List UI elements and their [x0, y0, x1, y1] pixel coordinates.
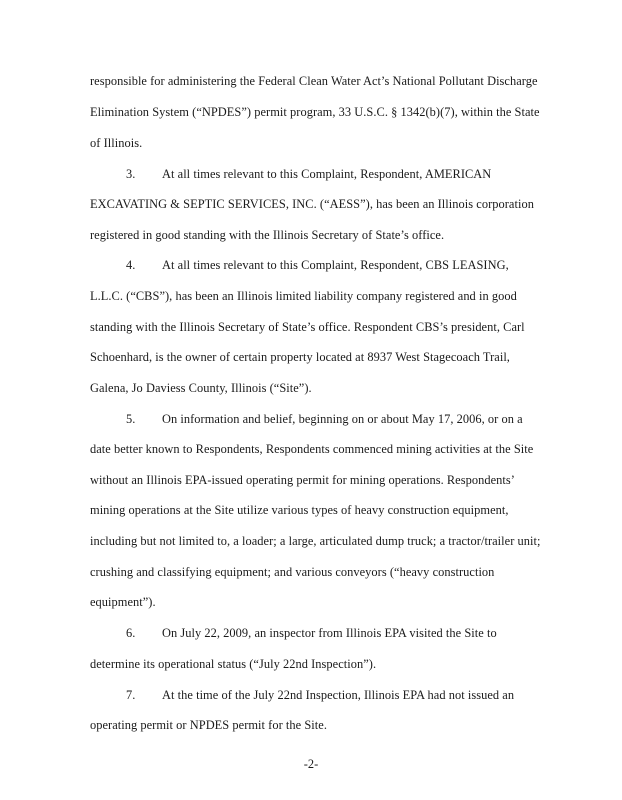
text-line: standing with the Illinois Secretary of State’s office. Respondent CBS’s president, Carl [90, 320, 525, 334]
text-line: including but not limited to, a loader; a large, articulated dump truck; a tractor/trailer unit; [90, 534, 541, 548]
text-line: Schoenhard, is the owner of certain property located at 8937 West Stagecoach Trail, [90, 350, 510, 364]
paragraph-number: 3. [126, 167, 136, 181]
text-line: mining operations at the Site utilize various types of heavy construction equipment, [90, 503, 509, 517]
paragraph-number: 4. [126, 258, 136, 272]
text-line: Galena, Jo Daviess County, Illinois (“Site”). [90, 381, 312, 395]
text-line: L.L.C. (“CBS”), has been an Illinois limited liability company registered and in good [90, 289, 517, 303]
text-line: operating permit or NPDES permit for the Site. [90, 718, 327, 732]
text-line: EXCAVATING & SEPTIC SERVICES, INC. (“AESS”), has been an Illinois corporation [90, 197, 534, 211]
text-line: On July 22, 2009, an inspector from Illinois EPA visited the Site to [162, 626, 497, 640]
text-line: At the time of the July 22nd Inspection, Illinois EPA had not issued an [162, 688, 515, 702]
text-line: At all times relevant to this Complaint, Respondent, CBS LEASING, [162, 258, 509, 272]
text-line: without an Illinois EPA-issued operating permit for mining operations. Respondents’ [90, 473, 515, 487]
page-number: -2- [303, 757, 319, 771]
text-line: determine its operational status (“July 22nd Inspection”). [90, 657, 377, 671]
text-line: On information and belief, beginning on or about May 17, 2006, or on a [162, 412, 523, 426]
text-line: date better known to Respondents, Respondents commenced mining activities at the Site [90, 442, 534, 456]
text-line: responsible for administering the Federal Clean Water Act’s National Pollutant Discharge [90, 74, 538, 88]
paragraph-number: 6. [126, 626, 136, 640]
paragraph-number: 7. [126, 688, 136, 702]
text-line: equipment”). [90, 595, 156, 609]
paragraph-number: 5. [126, 412, 136, 426]
text-line: At all times relevant to this Complaint, Respondent, AMERICAN [162, 167, 492, 181]
text-line: Elimination System (“NPDES”) permit program, 33 U.S.C. § 1342(b)(7), within the State [90, 105, 540, 119]
text-line: of Illinois. [90, 136, 143, 150]
text-line: crushing and classifying equipment; and various conveyors (“heavy construction [90, 565, 495, 579]
text-line: registered in good standing with the Illinois Secretary of State’s office. [90, 228, 445, 242]
